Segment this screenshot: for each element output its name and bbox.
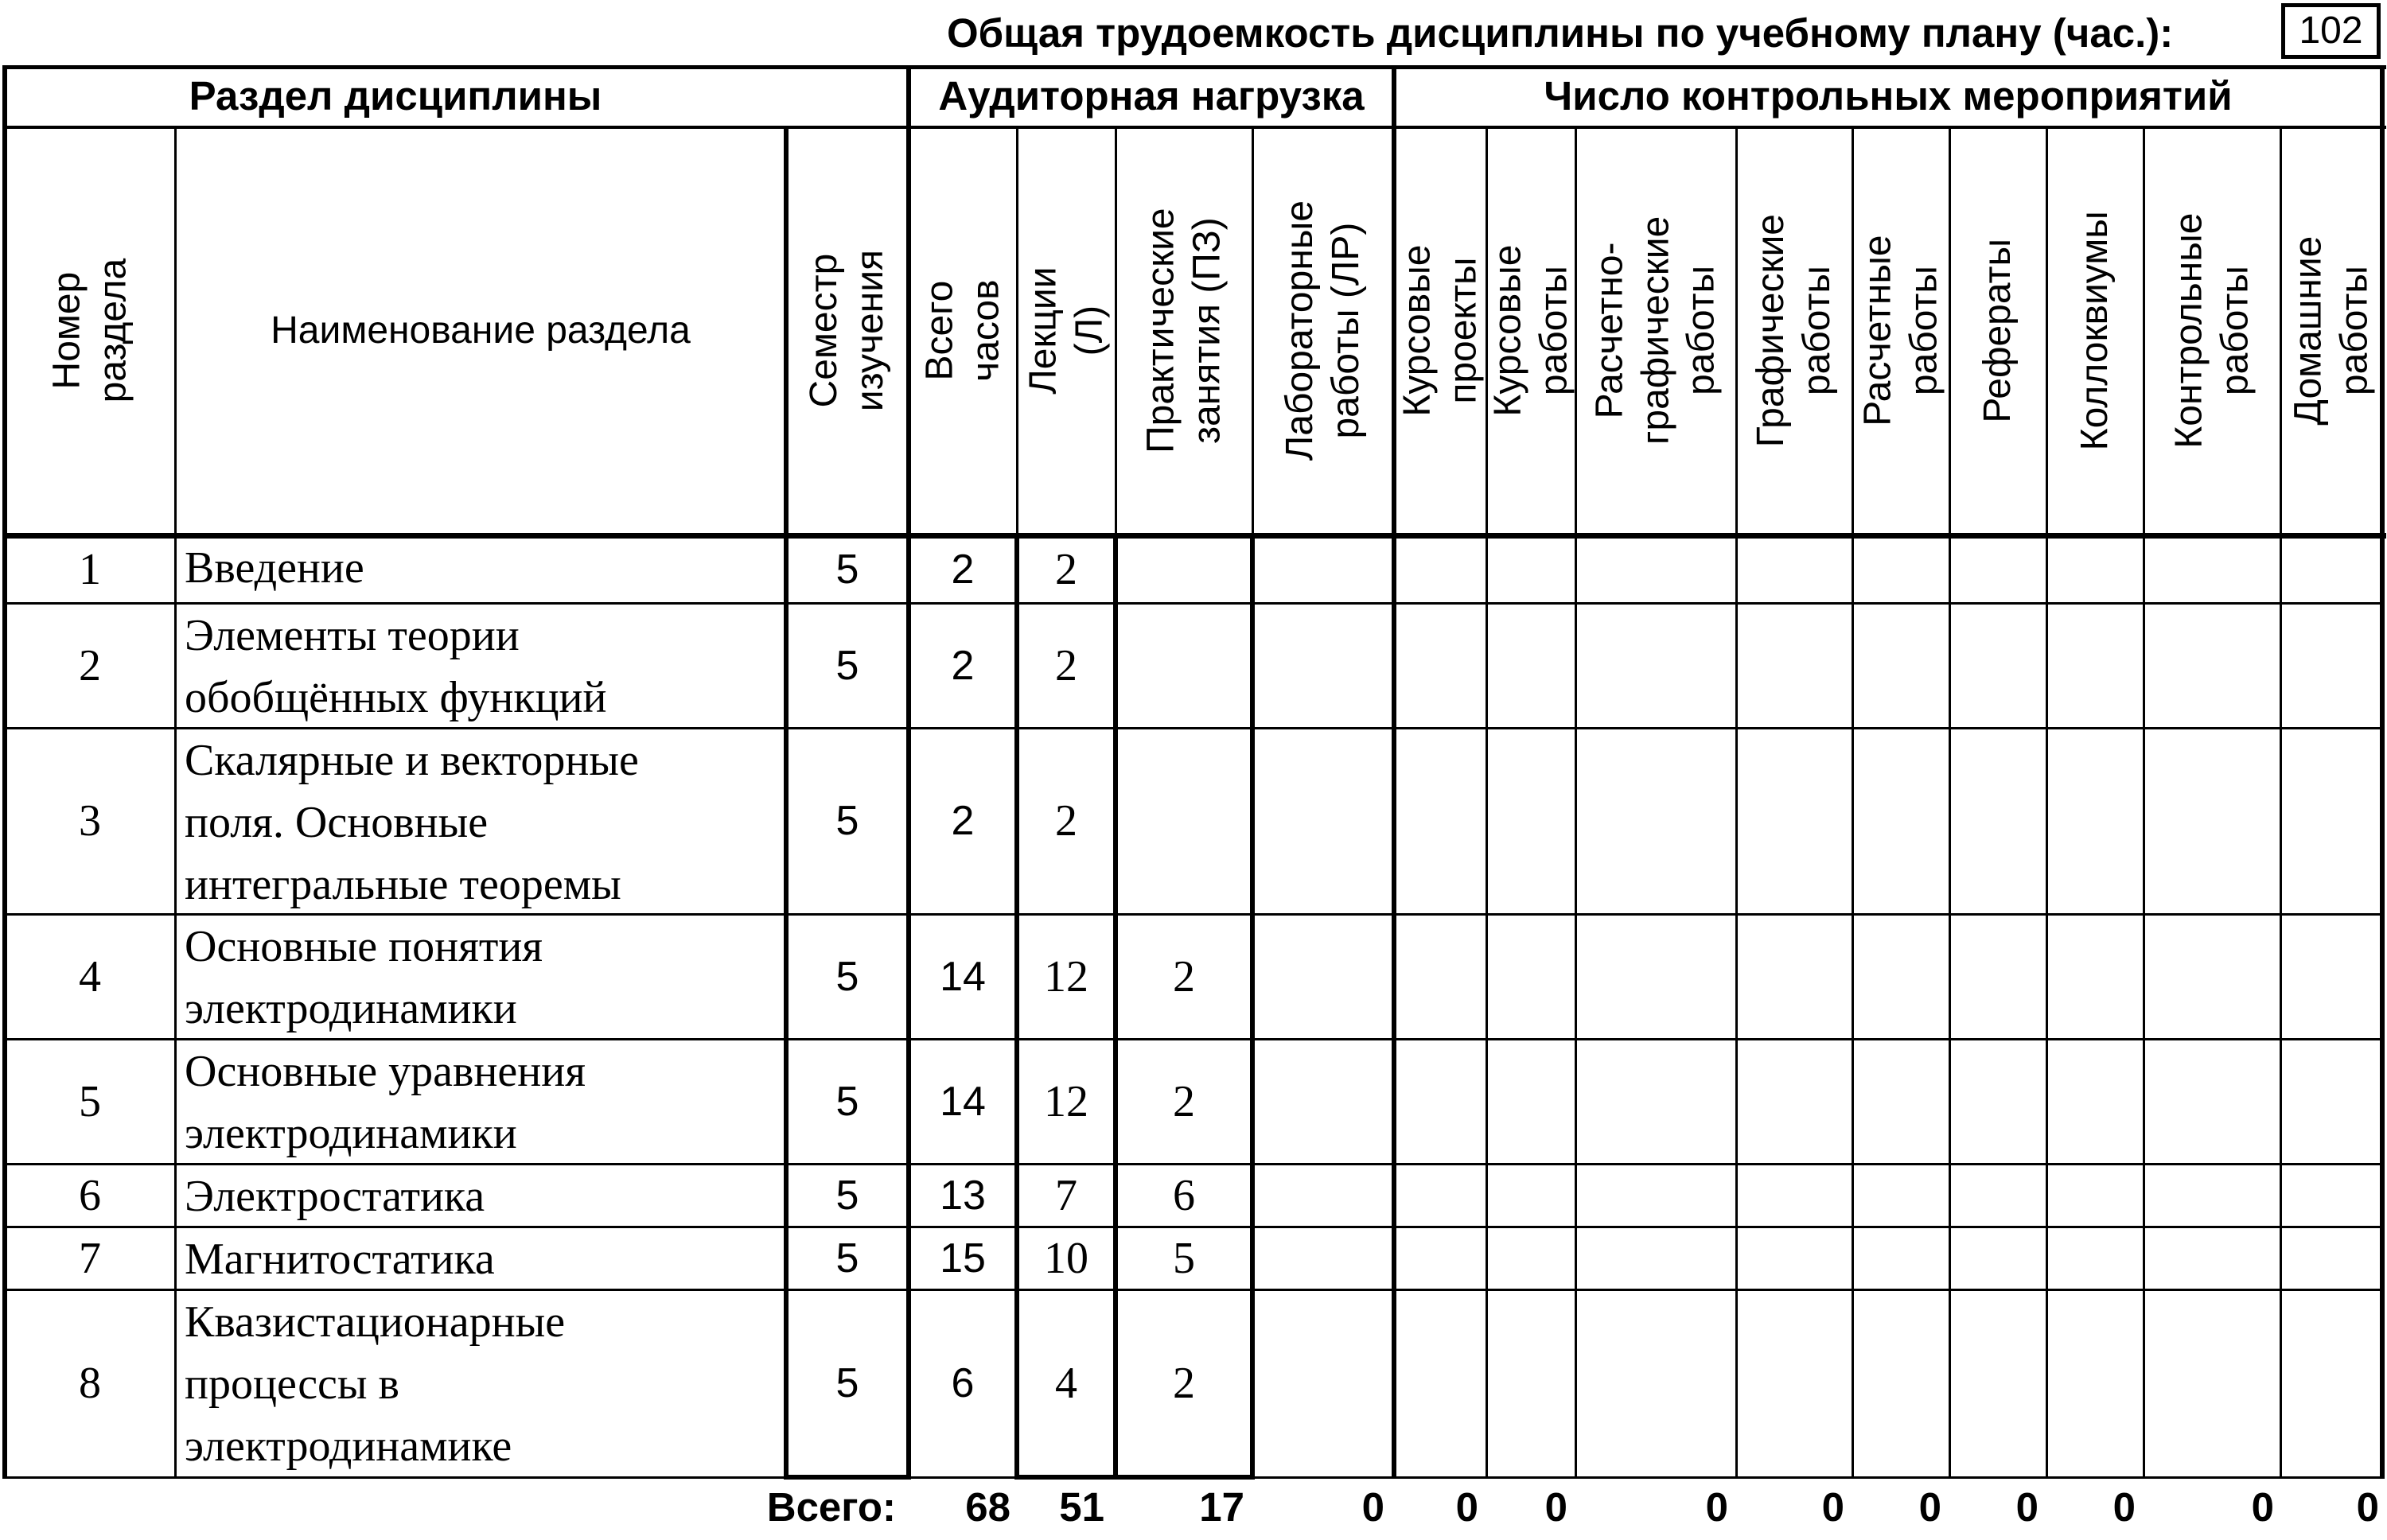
column-header-tests-label: Контрольные работы [2167,212,2257,449]
row-number: 3 [79,796,101,846]
row-number: 2 [79,640,101,690]
column-header-practice [1116,126,1252,535]
totals-homework: 0 [2356,1484,2379,1530]
column-header-graphic [1736,126,1852,535]
column-header-calc-label: Расчетные работы [1856,235,1945,426]
group-header-section: Раздел дисциплины [189,73,602,119]
totals-label: Всего: [766,1484,896,1530]
column-header-lectures-label: Лекции (Л) [1022,266,1110,395]
row-total-hours: 13 [940,1172,986,1219]
row-practice: 2 [1173,1359,1195,1408]
row-name: Магнитостатика [185,1235,495,1284]
column-header-semester-label: Семестр изучения [803,249,892,412]
column-header-lectures [1017,126,1116,535]
row-total-hours: 2 [951,546,975,593]
row-lectures: 12 [1044,951,1088,1001]
total-hours-value: 102 [2281,3,2381,59]
row-lectures: 2 [1055,544,1077,594]
row-lectures: 2 [1055,640,1077,690]
row-practice: 6 [1173,1170,1195,1220]
group-header-auditorium: Аудиторная нагрузка [938,73,1365,119]
column-header-calc-graphic [1575,126,1736,535]
group-header-controls: Число контрольных мероприятий [1544,73,2233,119]
totals-course-projects: 0 [1455,1484,1478,1530]
totals-labs: 0 [1361,1484,1384,1530]
totals-practice: 17 [1199,1484,1244,1530]
column-header-name-label: Наименование раздела [271,309,691,352]
row-practice [1116,603,1252,728]
column-header-course-works [1486,126,1575,535]
row-practice: 5 [1173,1233,1195,1283]
row-number: 1 [79,544,101,594]
row-semester: 5 [835,642,859,689]
column-header-course-projects-label: Курсовые проекты [1396,244,1485,417]
row-name: Введение [185,543,364,593]
totals-calc-graphic: 0 [1705,1484,1728,1530]
column-header-calc-graphic-label: Расчетно- графические работы [1588,216,1723,445]
row-semester: 5 [835,798,859,844]
totals-calc: 0 [1918,1484,1941,1530]
totals-graphic: 0 [1821,1484,1844,1530]
totals-total: 68 [965,1484,1010,1530]
row-number: 6 [79,1170,101,1220]
row-semester: 5 [835,1235,859,1281]
row-total-hours: 14 [940,953,986,1000]
totals-essays: 0 [2015,1484,2038,1530]
column-header-total-label: Всего часов [918,279,1007,382]
row-name: Основные уравнения электродинамики [185,1047,586,1158]
column-header-essays-label: Рефераты [1976,238,2019,423]
row-total-hours: 2 [951,798,975,844]
column-header-homework-label: Домашние работы [2287,235,2375,426]
row-semester: 5 [835,953,859,1000]
row-lectures: 2 [1055,796,1077,846]
column-header-essays [1949,126,2046,535]
column-header-name [175,126,786,535]
totals-tests: 0 [2251,1484,2274,1530]
column-header-course-projects [1394,126,1486,535]
column-header-labs-label: Лабораторные работы (ЛР) [1279,200,1368,461]
column-header-colloquia-label: Коллоквиумы [2074,210,2116,451]
row-practice [1116,728,1252,914]
row-total-hours: 2 [951,642,975,689]
row-lectures: 10 [1044,1233,1088,1283]
column-header-number-label: Номер раздела [45,258,134,403]
row-total-hours: 14 [940,1078,986,1125]
column-header-course-works-label: Курсовые работы [1486,244,1575,417]
row-lectures: 7 [1055,1170,1077,1220]
row-number: 7 [79,1233,101,1283]
row-semester: 5 [835,546,859,593]
row-semester: 5 [835,1360,859,1406]
row-number: 8 [79,1359,101,1408]
column-header-calc [1852,126,1949,535]
row-name: Электростатика [185,1172,485,1221]
row-name: Основные понятия электродинамики [185,922,543,1033]
column-header-total [909,126,1017,535]
totals-course-works: 0 [1544,1484,1567,1530]
row-number: 5 [79,1076,101,1126]
total-hours-label: Общая трудоемкость дисциплины по учебному плану (час.): [947,10,2174,56]
row-lectures: 12 [1044,1076,1088,1126]
row-name: Скалярные и векторные поля. Основные интегральные теоремы [185,736,639,909]
column-header-semester [786,126,909,535]
row-name: Элементы теории обобщённых функций [185,611,607,722]
row-lectures: 4 [1055,1359,1077,1408]
column-header-labs [1252,126,1394,535]
column-header-number [5,126,175,535]
row-semester: 5 [835,1172,859,1219]
row-practice: 2 [1173,951,1195,1001]
row-number: 4 [79,951,101,1001]
totals-lectures: 51 [1059,1484,1104,1530]
column-header-colloquia [2046,126,2144,535]
row-total-hours: 6 [951,1360,975,1406]
row-total-hours: 15 [940,1235,986,1281]
column-header-practice-label: Практические занятия (ПЗ) [1139,208,1228,453]
totals-colloquia: 0 [2112,1484,2136,1530]
column-header-homework [2280,126,2382,535]
column-header-graphic-label: Графические работы [1750,213,1839,448]
row-semester: 5 [835,1078,859,1125]
row-name: Квазистационарные процессы в электродинамике [185,1297,566,1471]
column-header-tests [2144,126,2280,535]
row-practice: 2 [1173,1076,1195,1126]
row-practice [1116,535,1252,603]
